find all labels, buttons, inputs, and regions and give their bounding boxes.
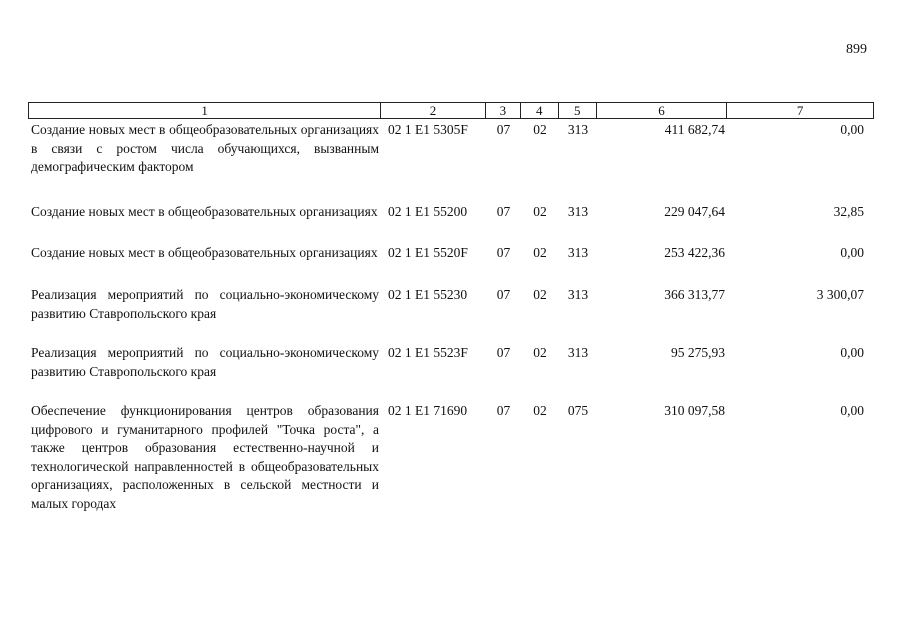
row-subsection: 02: [533, 345, 547, 360]
row-subsection: 02: [533, 245, 547, 260]
table-row: [28, 244, 874, 263]
row-amount: 95 275,93: [671, 345, 725, 360]
header-col-1: 1: [29, 103, 381, 118]
table-row: [28, 121, 874, 177]
row-extra-amount: 3 300,07: [816, 287, 864, 302]
row-amount: 253 422,36: [664, 245, 725, 260]
page-number: 899: [846, 42, 867, 57]
table-header: [28, 102, 874, 119]
row-amount: 366 313,77: [664, 287, 725, 302]
row-amount: 229 047,64: [664, 204, 725, 219]
row-code: 02 1 E1 5305F: [388, 122, 468, 137]
row-code: 02 1 E1 55230: [388, 287, 468, 302]
row-extra-amount: 32,85: [833, 204, 864, 219]
header-col-4: 4: [521, 103, 559, 118]
row-section: 07: [496, 403, 511, 418]
row-code: 02 1 E1 5520F: [388, 245, 468, 260]
row-code: 02 1 E1 71690: [388, 403, 468, 418]
row-expense-type: 313: [567, 287, 589, 302]
row-expense-type: 313: [567, 345, 589, 360]
row-section: 07: [496, 245, 511, 260]
row-amount: 411 682,74: [664, 122, 725, 137]
table-row: [28, 286, 874, 323]
row-section: 07: [496, 345, 511, 360]
table-row: [28, 344, 874, 381]
header-col-5: 5: [559, 103, 597, 118]
header-col-2: 2: [381, 103, 486, 118]
row-expense-type: 313: [567, 122, 589, 137]
row-extra-amount: 0,00: [840, 122, 864, 137]
row-expense-type: 075: [567, 403, 589, 418]
table-row: [28, 402, 874, 514]
row-extra-amount: 0,00: [840, 245, 864, 260]
row-name: Создание новых мест в общеобразовательных организациях: [31, 245, 378, 260]
row-section: 07: [496, 122, 511, 137]
row-code: 02 1 E1 5523F: [388, 345, 468, 360]
row-subsection: 02: [533, 287, 547, 302]
row-name: Реализация мероприятий по социально-экономическому развитию Ставропольского края: [31, 287, 379, 321]
row-subsection: 02: [533, 403, 547, 418]
header-col-7: 7: [796, 103, 804, 118]
row-name: Создание новых мест в общеобразовательных организациях в связи с ростом числа обучающихся, вызванным демографическим фактором: [31, 122, 379, 175]
row-amount: 310 097,58: [664, 403, 725, 418]
header-col-6: 6: [597, 103, 728, 118]
header-col-3: 3: [486, 103, 521, 118]
table-row: [28, 203, 874, 222]
row-extra-amount: 0,00: [840, 345, 864, 360]
row-code: 02 1 E1 55200: [388, 204, 468, 219]
row-name: Реализация мероприятий по социально-экономическому развитию Ставропольского края: [31, 345, 379, 379]
row-name: Обеспечение функционирования центров образования цифрового и гуманитарного профилей "Точка роста", а также центров образования естественно-научной и технологической направленностей в общеобразовательных организациях, расположенных в сельской местности и малых городах: [31, 403, 379, 511]
row-name: Создание новых мест в общеобразовательных организациях: [31, 204, 378, 219]
row-subsection: 02: [533, 204, 547, 219]
row-expense-type: 313: [567, 245, 589, 260]
row-section: 07: [496, 287, 511, 302]
row-extra-amount: 0,00: [840, 403, 864, 418]
row-section: 07: [496, 204, 511, 219]
row-subsection: 02: [533, 122, 547, 137]
row-expense-type: 313: [567, 204, 589, 219]
